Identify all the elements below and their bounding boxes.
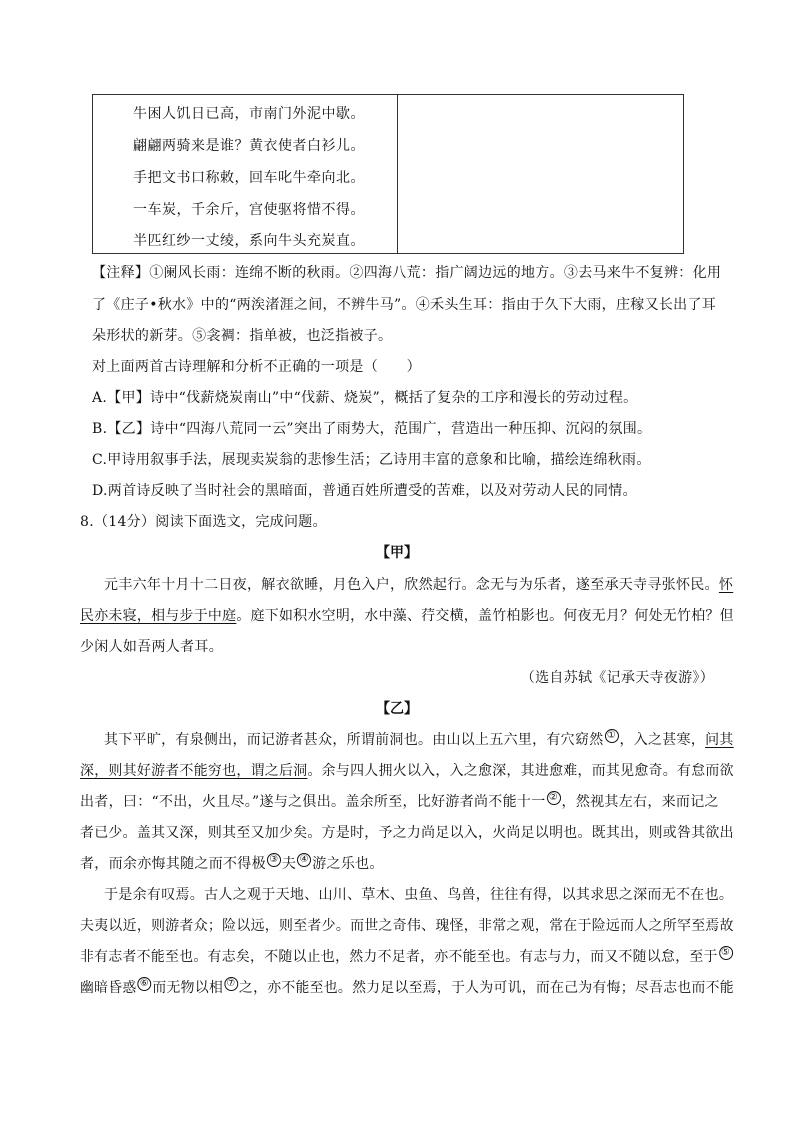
poem-line: 牛困人饥日已高，市南门外泥中歇。 — [133, 106, 365, 122]
option-d: D.两首诗反映了当时社会的黑暗面，普通百姓所遭受的苦难，以及对劳动人民的同情。 — [92, 483, 637, 499]
poem-line: 翩翩两骑来是谁？黄衣使者白衫儿。 — [133, 138, 365, 154]
passage-text: 夫 — [281, 856, 297, 872]
underlined-text: 问其 — [705, 732, 734, 748]
notes-line: 【注释】①阑风长雨：连绵不断的秋雨。②四海八荒：指广阔边远的地方。③去马来牛不复辨：化用 — [92, 265, 722, 281]
passage-line: 少闲人如吾两人者耳。 — [80, 639, 223, 655]
passage-text: ，然视其左右，来而记之 — [561, 794, 719, 810]
passage-line: 于是余有叹焉。古人之观于天地、山川、草木、虫鱼、鸟兽，往往有得，以其求思之深而无不在也。 — [104, 887, 734, 903]
passage-text: 元丰六年十月十二日夜，解衣欲睡，月色入户，欣然起行。念无与为乐者，遂至承天寺寻张怀民。 — [104, 577, 719, 593]
footnote-marker: ⑦ — [224, 977, 238, 991]
poem-table — [92, 94, 684, 254]
footnote-marker: ⑤ — [719, 946, 733, 960]
question-stem: 8.（14分）阅读下面选文，完成问题。 — [80, 514, 327, 530]
poem-line: 半匹红纱一丈绫，系向牛头充炭直。 — [133, 233, 365, 249]
poem-line: 一车炭，千余斤，宫使驱将惜不得。 — [133, 202, 365, 218]
underlined-text: 怀 — [718, 577, 734, 593]
passage-line — [80, 977, 734, 997]
table-divider — [397, 95, 398, 253]
footnote-marker: ① — [604, 729, 618, 743]
footnote-marker: ③ — [267, 853, 281, 867]
notes-line: 了《庄子•秋水》中的“两涘渚涯之间，不辨牛马”。④禾头生耳：指由于久下大雨，庄稼又长出了耳 — [92, 297, 717, 313]
option-c: C.甲诗用叙事手法，展现卖炭翁的悲惨生活；乙诗用丰富的意象和比喻，描绘连绵秋雨。 — [92, 452, 651, 468]
passage-line: 夫夷以近，则游者众；险以远，则至者少。而世之奇伟、瑰怪，非常之观，常在于险远而人之所罕至焉故 — [80, 918, 734, 934]
footnote-marker: ② — [547, 791, 561, 805]
passage-text: 非有志者不能至也。有志矣，不随以止也，然力不足者，亦不能至也。有志与力，而又不随以怠，至于 — [80, 949, 718, 965]
passage-line — [80, 853, 384, 873]
passage-line — [80, 760, 734, 780]
passage-text: 之，亦不能至也。然力足以至焉，于人为可讥，而在己为有悔；尽吾志也而不能 — [238, 980, 734, 996]
passage-line — [80, 605, 734, 625]
option-a: A.【甲】诗中“伐薪烧炭南山”中“伐薪、烧炭”，概括了复杂的工序和漫长的劳动过程。 — [92, 390, 638, 406]
question-stem: 对上面两首古诗理解和分析不正确的一项是（ ） — [92, 359, 421, 375]
footnote-marker: ④ — [297, 853, 311, 867]
passage-text: 游之乐也。 — [312, 856, 384, 872]
passage-text: 其下平旷，有泉侧出，而记游者甚众，所谓前洞也。由山以上五六里，有穴窈然 — [104, 732, 604, 748]
passage-text: 出者，曰：“不出，火且尽。”遂与之俱出。盖余所至，比好游者尚不能十一 — [80, 794, 546, 810]
passage-text: 而无物以相 — [152, 980, 224, 996]
underlined-text: 深，则其好游者不能穷也，谓之后洞 — [80, 763, 308, 779]
option-b: B.【乙】诗中“四海八荒同一云”突出了雨势大，范围广，营造出一种压抑、沉闷的氛围。 — [92, 421, 652, 437]
passage-line — [104, 574, 733, 594]
passage-line — [80, 946, 734, 966]
source-citation: （选自苏轼《记承天寺夜游》） — [520, 670, 714, 686]
section-heading-yi: 【乙】 — [376, 701, 418, 717]
passage-text: 。余与四人拥火以入，入之愈深，其进愈难，而其见愈奇。有怠而欲 — [307, 763, 734, 779]
poem-line: 手把文书口称敕，回车叱牛牵向北。 — [133, 170, 365, 186]
passage-text: 幽暗昏惑 — [80, 980, 137, 996]
passage-text: 。庭下如积水空明，水中藻、荇交横，盖竹柏影也。何夜无月？何处无竹柏？但 — [236, 608, 734, 624]
passage-line: 者已少。盖其又深，则其至又加少矣。方是时，予之力尚足以入，火尚足以明也。既其出，则或咎其欲出 — [80, 825, 734, 841]
footnote-marker: ⑥ — [138, 977, 152, 991]
passage-text: 者，而余亦悔其随之而不得极 — [80, 856, 266, 872]
notes-line: 朵形状的新芽。⑤衾裯：指单被，也泛指被子。 — [92, 328, 393, 344]
passage-line — [104, 729, 734, 749]
passage-line — [80, 791, 719, 811]
section-heading-jia: 【甲】 — [376, 545, 418, 561]
passage-text: ，入之甚寒， — [619, 732, 706, 748]
underlined-text: 民亦未寝，相与步于中庭 — [80, 608, 237, 624]
